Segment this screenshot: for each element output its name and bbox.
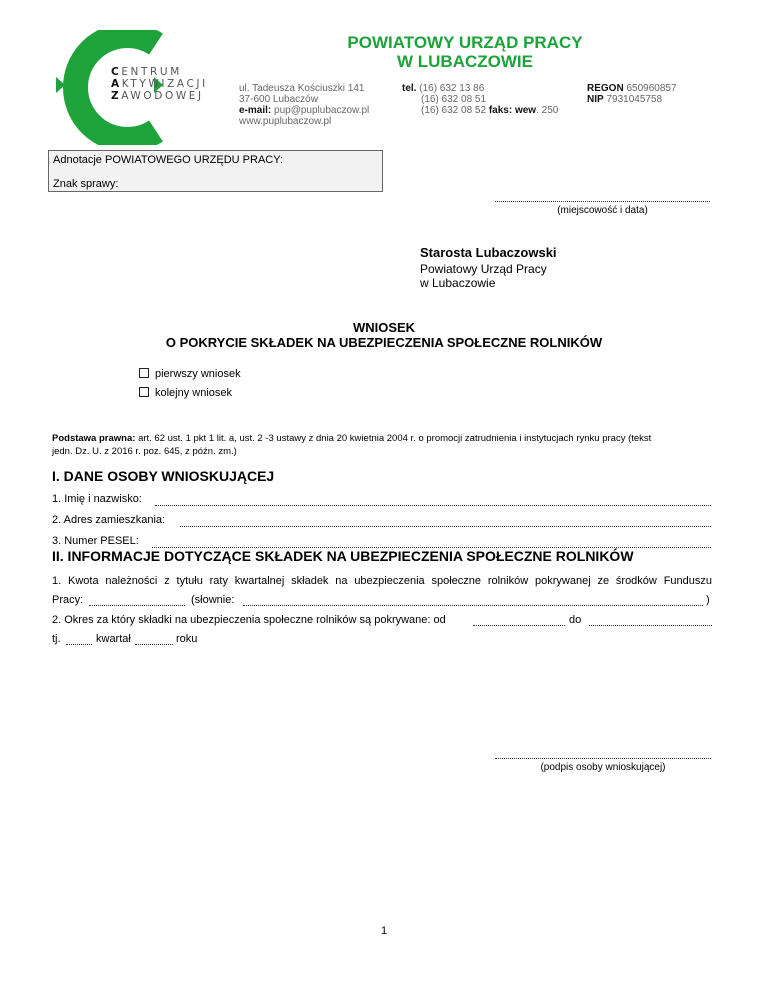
nip-value: 7931045758 <box>606 94 663 105</box>
logo-wordmark: CENTRUM AKTYWIZACJI ZAWODOWEJ <box>111 66 208 102</box>
fax-ext: . 250 <box>536 105 559 116</box>
legal-basis <box>52 432 722 458</box>
place-date-caption: (miejscowość i data) <box>557 205 648 216</box>
office-title-city: W LUBACZOWIE <box>397 52 533 71</box>
item2-to-label: do <box>569 614 582 626</box>
office-title: POWIATOWY URZĄD PRACY <box>347 33 583 52</box>
nip-label: NIP <box>587 94 604 105</box>
place-date-field[interactable] <box>495 201 710 202</box>
regon-label: REGON <box>587 83 624 94</box>
recipient-address <box>420 262 547 290</box>
item1-close-paren: ) <box>706 594 710 606</box>
checkbox-next[interactable] <box>139 387 149 397</box>
phone-block <box>402 83 558 116</box>
registry-block <box>587 83 677 105</box>
email-link[interactable]: pup@puplubaczow.pl <box>274 105 370 116</box>
section-2-heading: II. INFORMACJE DOTYCZĄCE SKŁADEK NA UBEZPIECZENIA SPOŁECZNE ROLNIKÓW <box>52 548 634 564</box>
item3-year-input[interactable] <box>135 644 173 645</box>
section-1-heading: I. DANE OSOBY WNIOSKUJĄCEJ <box>52 468 275 484</box>
checkbox-first[interactable] <box>139 368 149 378</box>
item3-quarter-label: kwartał <box>96 633 131 645</box>
option-next-application[interactable] <box>139 387 232 399</box>
page-number: 1 <box>380 925 388 937</box>
field-pesel-label: 3. Numer PESEL: <box>52 535 139 547</box>
legal-basis-text2: jedn. Dz. U. z 2016 r. poz. 645, z późn. zm.) <box>52 446 237 457</box>
item2-to-input[interactable] <box>589 625 712 626</box>
tel-3: (16) 632 08 52 <box>421 105 487 116</box>
item1-words-input[interactable] <box>243 605 703 606</box>
case-number-label: Znak sprawy: <box>53 178 119 190</box>
form-title-line1: WNIOSEK <box>352 320 416 335</box>
form-title <box>0 320 768 350</box>
item2-label: 2. Okres za który składki na ubezpieczenia społeczne rolników są pokrywane: od <box>52 614 446 626</box>
annotation-label: Adnotacje POWIATOWEGO URZĘDU PRACY: <box>53 154 284 166</box>
item1-text: 1. Kwota należności z tytułu raty kwartalnej składek na ubezpieczenia społeczne rolników pokrywanej ze środków Funduszu <box>52 575 712 587</box>
field-name-input[interactable] <box>155 505 711 506</box>
field-address-input[interactable] <box>180 526 711 527</box>
option-next-label: kolejny wniosek <box>155 387 233 399</box>
item3-year-label: roku <box>176 633 198 645</box>
legal-basis-label: Podstawa prawna: <box>52 433 136 444</box>
recipient-line3: w Lubaczowie <box>420 276 496 290</box>
fax-label: faks: wew <box>488 105 537 116</box>
tel-1: (16) 632 13 86 <box>419 83 485 94</box>
website-link[interactable]: www.puplubaczow.pl <box>239 116 332 127</box>
item1-words-label: (słownie: <box>191 594 235 606</box>
option-first-application[interactable] <box>139 368 241 380</box>
signature-field[interactable] <box>495 758 711 759</box>
tel-2: (16) 632 08 51 <box>421 94 487 105</box>
legal-basis-text1: art. 62 ust. 1 pkt 1 lit. a, ust. 2 -3 ustawy z dnia 20 kwietnia 2004 r. o promocji zatrudnienia i instytucjach rynku pracy (tekst <box>138 433 652 444</box>
office-annotation-box[interactable] <box>48 150 383 192</box>
item1-amount-input[interactable] <box>89 605 185 606</box>
email-label: e-mail: <box>239 105 272 116</box>
item3-quarter-input[interactable] <box>66 644 92 645</box>
option-first-label: pierwszy wniosek <box>155 368 241 380</box>
recipient-name: Starosta Lubaczowski <box>420 245 557 260</box>
address-street: ul. Tadeusza Kościuszki 141 <box>239 83 365 94</box>
form-title-line2: O POKRYCIE SKŁADEK NA UBEZPIECZENIA SPOŁECZNE ROLNIKÓW <box>165 335 603 350</box>
field-name-label: 1. Imię i nazwisko: <box>52 493 142 505</box>
address-block <box>239 83 369 127</box>
item1-amount-label: Pracy: <box>52 594 84 606</box>
tel-label: tel. <box>402 83 417 94</box>
address-city: 37-600 Lubaczów <box>239 94 318 105</box>
signature-caption: (podpis osoby wnioskującej) <box>540 762 666 773</box>
item3-tj-label: tj. <box>52 633 61 645</box>
item2-from-input[interactable] <box>473 625 565 626</box>
field-address-label: 2. Adres zamieszkania: <box>52 514 166 526</box>
regon-value: 650960857 <box>626 83 677 94</box>
recipient-line2: Powiatowy Urząd Pracy <box>420 262 547 276</box>
